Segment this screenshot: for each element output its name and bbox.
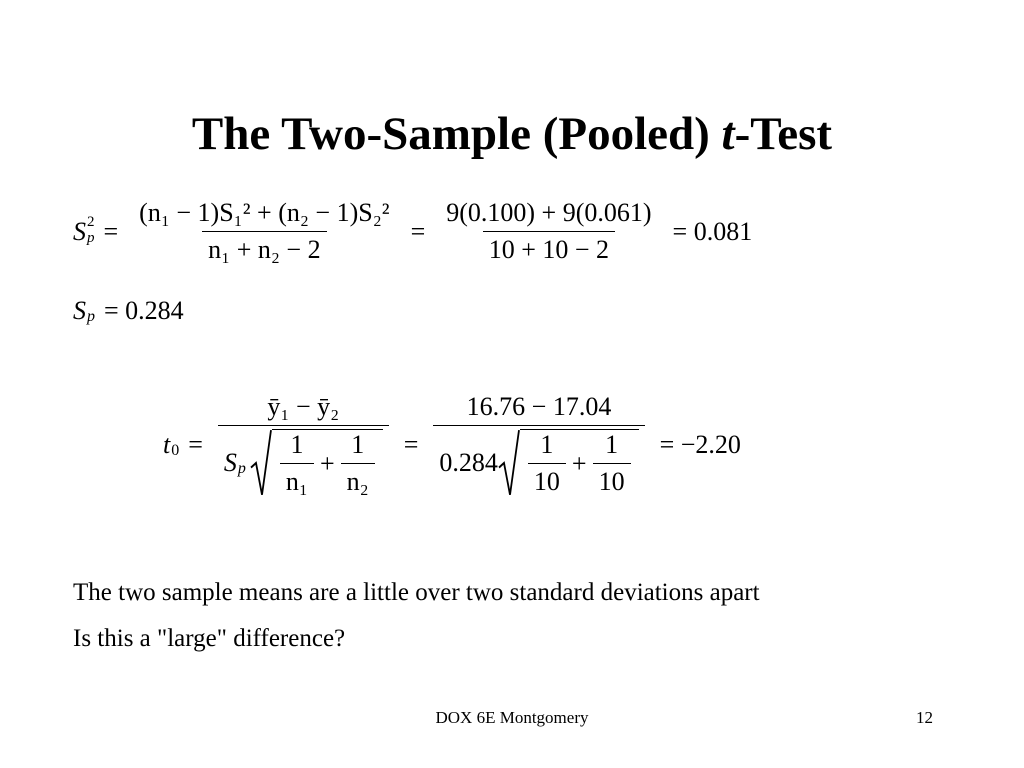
- eq1-result: = 0.081: [672, 216, 753, 246]
- eq3-sqrt-radicand: [272, 429, 383, 497]
- slide-title: [0, 104, 1024, 164]
- eq3-inner-b-num: 1: [351, 430, 365, 459]
- eq3-values-inner-b-den: 10: [593, 463, 631, 497]
- eq3-den-coef: 0.284: [439, 448, 498, 477]
- eq3-inner-frac-b: [341, 430, 375, 497]
- eq1-fraction-values: [440, 198, 657, 265]
- title-italic-t: t: [721, 108, 735, 160]
- eq3-result: = −2.20: [659, 429, 741, 459]
- body-line-2: Is this a "large" difference?: [73, 625, 346, 652]
- eq1-values-denominator: 10 + 10 − 2: [483, 231, 615, 265]
- eq3-sqrt-formula: [250, 429, 383, 497]
- t-statistic-equation: [163, 392, 750, 497]
- eq3-lhs-sub: 0: [171, 441, 180, 459]
- title-suffix: -Test: [734, 108, 833, 160]
- eq3-values-inner-a: [528, 430, 566, 497]
- body-line-1: The two sample means are a little over two standard deviations apart: [73, 579, 760, 606]
- eq3-values-numerator: 16.76 − 17.04: [466, 392, 612, 421]
- eq3-inner-a-num: 1: [290, 430, 304, 459]
- eq3-plus: +: [319, 448, 335, 478]
- eq3-lhs: t: [163, 429, 171, 459]
- eq3-den-sub: p: [237, 460, 246, 477]
- eq1-formula-denominator: n₁ + n₂ − 2: [202, 231, 326, 265]
- eq1-equals-2: =: [410, 216, 426, 246]
- eq3-fraction-formula: [218, 392, 389, 497]
- eq1-fraction-formula: [133, 198, 395, 265]
- eq3-values-inner-a-num: 1: [540, 430, 554, 459]
- eq2-result: = 0.284: [104, 296, 184, 325]
- eq1-lhs-sub: p: [87, 229, 95, 246]
- eq1-lhs: S: [73, 216, 86, 246]
- eq3-fraction-values: [433, 392, 644, 497]
- eq3-inner-frac-a: [280, 430, 314, 497]
- eq3-values-inner-a-den: 10: [528, 463, 566, 497]
- eq3-den-s: S: [223, 448, 237, 477]
- eq1-lhs-sup: 2: [87, 213, 95, 230]
- eq3-equals: =: [188, 429, 203, 459]
- eq2-lhs: S: [73, 296, 86, 325]
- eq3-formula-denominator: [218, 425, 389, 497]
- eq3-values-inner-b: [593, 430, 631, 497]
- eq3-formula-numerator: ȳ₁ − ȳ₂: [267, 392, 340, 421]
- eq3-inner-b-den: n₂: [341, 463, 375, 497]
- footer-source: DOX 6E Montgomery: [435, 708, 589, 727]
- eq3-values-plus: +: [571, 448, 587, 478]
- sqrt-icon: [250, 429, 272, 497]
- eq1-equals: =: [103, 216, 119, 246]
- pooled-variance-equation: [73, 198, 761, 265]
- eq3-sqrt-values-radicand: [520, 429, 639, 497]
- eq1-values-numerator: 9(0.100) + 9(0.061): [446, 198, 652, 227]
- eq3-inner-a-den: n₁: [280, 463, 314, 497]
- eq3-values-denominator: [433, 425, 644, 497]
- eq3-equals-2: =: [403, 429, 419, 459]
- eq1-formula-numerator: (n₁ − 1)S₁² + (n₂ − 1)S₂²: [139, 198, 390, 227]
- page-number: 12: [916, 708, 933, 727]
- eq3-sqrt-values: [498, 429, 639, 497]
- title-text: The Two-Sample (Pooled): [191, 108, 722, 160]
- sqrt-icon: [498, 429, 520, 497]
- pooled-sd-equation: [73, 296, 193, 326]
- eq3-values-inner-b-num: 1: [605, 430, 619, 459]
- eq2-lhs-sub: p: [87, 308, 95, 325]
- eq1-lhs-scripts: [87, 214, 95, 246]
